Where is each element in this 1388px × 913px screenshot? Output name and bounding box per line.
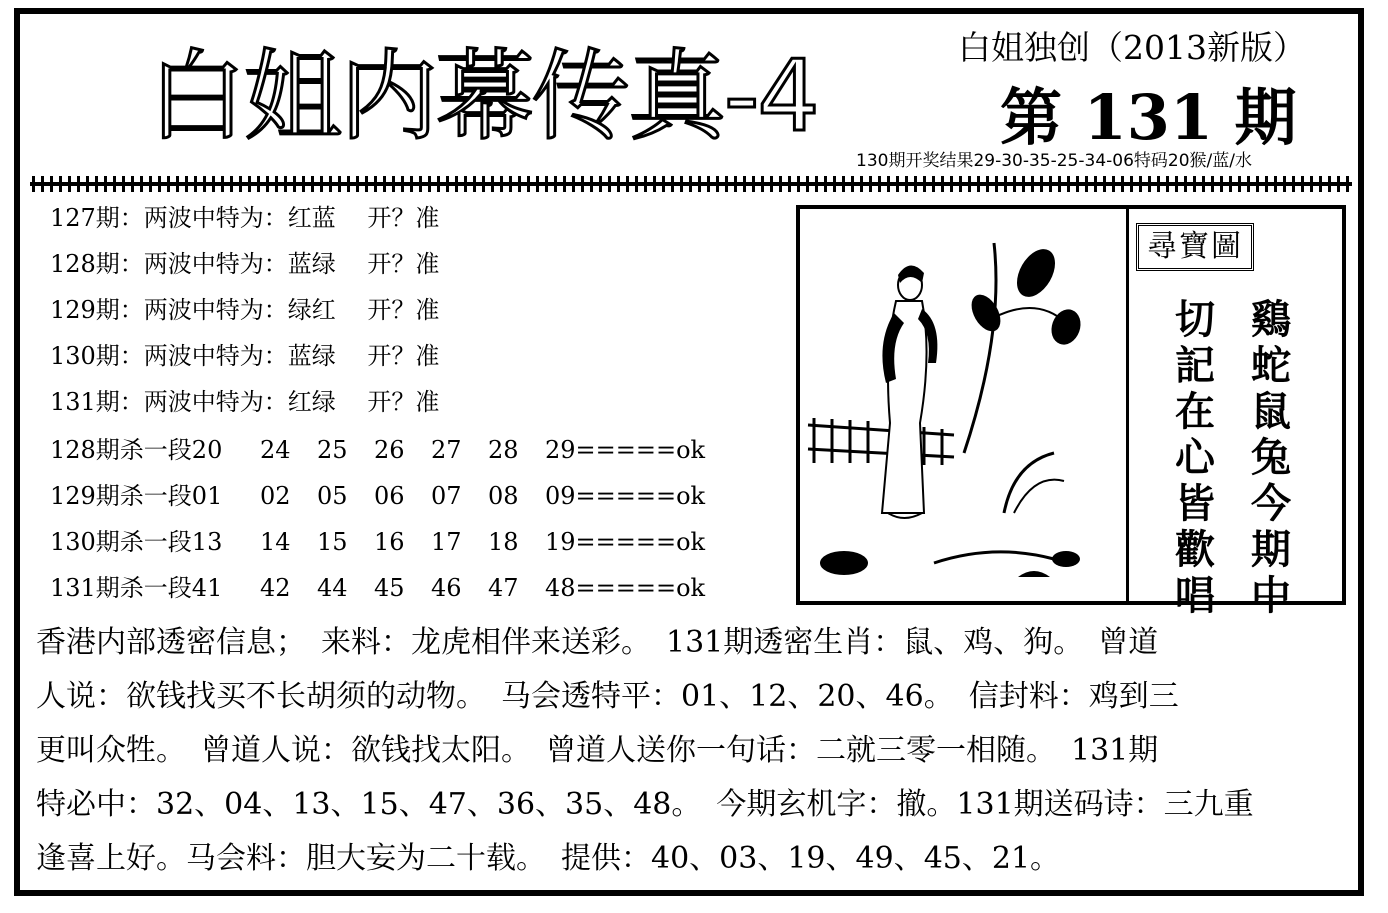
info-line: 特必中：32、04、13、15、47、36、35、48。 今期玄机字：撤。131期送码诗：三九重 bbox=[36, 787, 1254, 822]
poem-char: 今 bbox=[1251, 481, 1291, 527]
kill-number: 27 bbox=[431, 436, 462, 464]
info-paragraph bbox=[36, 616, 1331, 886]
issue-number: 第 131 期 bbox=[1000, 81, 1297, 154]
plant-drawing bbox=[820, 242, 1085, 577]
kill-lead: 128期杀一段20 bbox=[50, 436, 223, 464]
info-line: 更叫众牲。 曾道人说：欲钱找太阳。 曾道人送你一句话：二就三零一相随。 131期 bbox=[36, 733, 1159, 768]
kill-number: 02 bbox=[260, 482, 291, 510]
kill-row bbox=[50, 432, 705, 478]
kill-number: 25 bbox=[317, 436, 348, 464]
poem-char: 皆 bbox=[1175, 481, 1215, 527]
poem-column-right bbox=[1248, 297, 1294, 619]
last-result: 130期开奖结果29-30-35-25-34-06特码20猴/蓝/水 bbox=[856, 151, 1252, 171]
kill-number: 05 bbox=[317, 482, 348, 510]
kill-row bbox=[50, 524, 705, 570]
wave-row bbox=[50, 200, 439, 246]
poem-char: 兔 bbox=[1251, 435, 1291, 481]
poem-char: 在 bbox=[1175, 389, 1215, 435]
info-line: 逢喜上好。马会料：胆大妄为二十载。 提供：40、03、19、49、45、21。 bbox=[36, 841, 1061, 876]
row-text: 130期：两波中特为：蓝绿 开？准 bbox=[50, 342, 440, 370]
lady-figure bbox=[882, 265, 937, 518]
panel-divider bbox=[1126, 209, 1129, 601]
kill-number: 24 bbox=[260, 436, 291, 464]
poem-char: 心 bbox=[1175, 435, 1215, 481]
kill-number: 44 bbox=[317, 574, 348, 602]
kill-number: 08 bbox=[488, 482, 519, 510]
kill-lead: 131期杀一段41 bbox=[50, 574, 223, 602]
info-line: 人说：欲钱找买不长胡须的动物。 马会透特平：01、12、20、46。 信封料：鸡到三 bbox=[36, 679, 1179, 714]
kill-lead: 130期杀一段13 bbox=[50, 528, 223, 556]
row-text: 129期：两波中特为：绿红 开？准 bbox=[50, 296, 440, 324]
kill-number: 16 bbox=[374, 528, 405, 556]
lady-illustration bbox=[804, 213, 1120, 597]
kill-number: 15 bbox=[317, 528, 348, 556]
wave-row bbox=[50, 338, 439, 384]
edition-label: 白姐独创（2013新版） bbox=[958, 28, 1306, 67]
kill-number: 17 bbox=[431, 528, 462, 556]
kill-tail: 19=====ok bbox=[545, 528, 706, 556]
kill-number: 26 bbox=[374, 436, 405, 464]
poem-char: 鼠 bbox=[1251, 389, 1291, 435]
page-title: 白姐内幕传真-4 bbox=[148, 40, 818, 154]
kill-number: 14 bbox=[260, 528, 291, 556]
info-line: 香港内部透密信息； 来料：龙虎相伴来送彩。 131期透密生肖：鼠、鸡、狗。 曾道 bbox=[36, 625, 1159, 660]
row-text: 127期：两波中特为：红蓝 开？准 bbox=[50, 204, 440, 232]
kill-tail: 09=====ok bbox=[545, 482, 706, 510]
poem-column-left bbox=[1172, 297, 1218, 619]
kill-tail: 29=====ok bbox=[545, 436, 706, 464]
kill-number: 45 bbox=[374, 574, 405, 602]
row-text: 131期：两波中特为：红绿 开？准 bbox=[50, 388, 440, 416]
wave-row bbox=[50, 292, 439, 338]
poem-char: 蛇 bbox=[1251, 343, 1291, 389]
kill-number: 06 bbox=[374, 482, 405, 510]
kill-number: 47 bbox=[488, 574, 519, 602]
kill-number: 28 bbox=[488, 436, 519, 464]
kill-number: 18 bbox=[488, 528, 519, 556]
poem-char: 鷄 bbox=[1251, 297, 1291, 343]
kill-number: 42 bbox=[260, 574, 291, 602]
wave-row bbox=[50, 246, 439, 292]
kill-tail: 48=====ok bbox=[545, 574, 706, 602]
poem-char: 中 bbox=[1251, 573, 1291, 619]
poem-char: 切 bbox=[1175, 297, 1215, 343]
kill-lead: 129期杀一段01 bbox=[50, 482, 223, 510]
barbed-divider bbox=[30, 176, 1352, 192]
kill-number: 07 bbox=[431, 482, 462, 510]
kill-row bbox=[50, 478, 705, 524]
treasure-map-label: 尋寶圖 bbox=[1136, 223, 1254, 271]
poem-char: 唱 bbox=[1175, 573, 1215, 619]
treasure-panel bbox=[796, 205, 1346, 619]
fence-drawing bbox=[808, 418, 954, 465]
kill-row bbox=[50, 570, 705, 616]
poem-char: 記 bbox=[1175, 343, 1215, 389]
wave-row bbox=[50, 384, 439, 430]
poem-char: 期 bbox=[1251, 527, 1291, 573]
poem-char: 歡 bbox=[1175, 527, 1215, 573]
kill-number: 46 bbox=[431, 574, 462, 602]
row-text: 128期：两波中特为：蓝绿 开？准 bbox=[50, 250, 440, 278]
